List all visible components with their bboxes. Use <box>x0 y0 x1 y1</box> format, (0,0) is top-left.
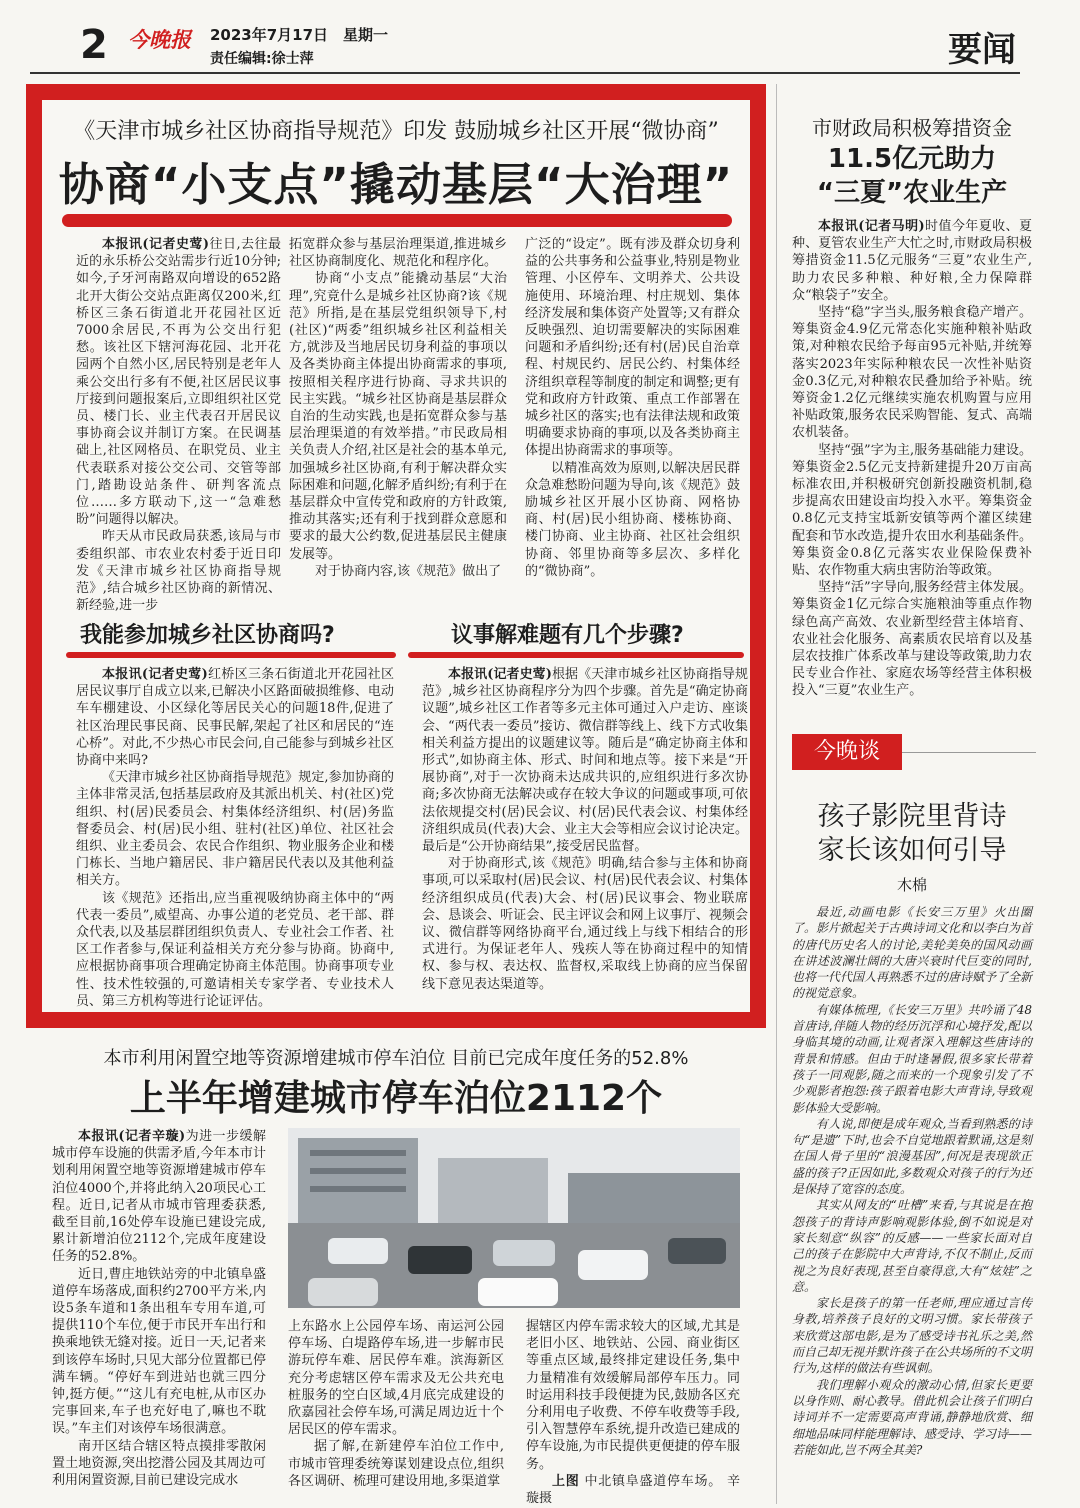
paragraph: 以精准高效为原则,以解决居民群众急难愁盼问题为导向,该《规范》鼓励城乡社区开展小区协商、网格协商、村(居)民小组协商、楼栋协商、楼门协商、业主协商、社区社会组织协商、邻里协商等多层次、多样化的“微协商”。 <box>525 460 740 579</box>
paragraph: 上东路水上公园停车场、南运河公园停车场、白堤路停车场,进一步解市民游玩停车难、居民停车难。滨海新区充分考虑辖区停车需求及无公共充电桩服务的空白区域,4月底完成建设的欣嘉园社会停车场,可满足周边近十个居民区的停车需求。 <box>288 1319 504 1438</box>
paragraph: 根据《天津市城乡社区协商指导规范》,城乡社区协商程序分为四个步骤。首先是“确定协商议题”,城乡社区工作者等多元主体可通过入户走访、座谈会、“两代表一委员”接访、微信群等线上、线下方式收集相关利益方提出的议题建议等。随后是“确定协商主体和形式”,如协商主体、形式、时间和地点等。接下来是“开展协商”,对于一次协商未达成共识的,应组织进行多次协商;多次协商无法解决或存在较大争议的问题或事项,可依法依规提交村(居)民会议、村(居)民代表会议、村集体经济组织成员(代表)大会、业主大会等相应会议讨论决定。最后是“公开协商结果”,接受居民监督。 <box>422 667 748 855</box>
side-title-line: “三夏”农业生产 <box>816 178 1008 208</box>
opinion-title-line: 家长该如何引导 <box>817 835 1007 866</box>
paragraph: 时值今年夏收、夏种、夏管农业生产大忙之时,市财政局积极筹措资金11.5亿元服务“三夏”农业生产,助力农民多种粮、种好粮,全力保障群众“粮袋子”安全。 <box>792 219 1032 303</box>
byline: 本报讯(记者史莺) <box>102 667 208 682</box>
paragraph: 坚持“强”字为主,服务基础能力建设。筹集资金2.5亿元支持新建提升20万亩高标准农田,并积极研究创新投融资机制,稳步提高农田建设亩均投入水平。筹集资金0.8亿元支持宝坻新安镇等两个灌区续建配套和节水改造,提升农田水利基础条件。筹集资金0.8亿元落实农业保险保费补贴、农作物重大病虫害防治等政策。 <box>792 442 1032 579</box>
article-column-1 <box>76 236 281 614</box>
paragraph: 我们理解小观众的激动心情,但家长更要以身作则、耐心教导。借此机会让孩子们明白诗词并不一定需要高声背诵,静静地欣赏、细细地品味同样能理解诗、感受诗、学习诗——若能如此,岂不两全其美? <box>792 1377 1033 1457</box>
header-divider <box>30 72 1020 74</box>
parking-lot-photo <box>288 1128 740 1308</box>
photo-caption <box>526 1473 740 1507</box>
newspaper-logo <box>128 26 194 52</box>
side-title-line: 11.5亿元助力 <box>827 144 997 174</box>
parking-title: 上半年增建城市停车泊位2112个 <box>129 1078 663 1119</box>
paragraph: 往日,去往最近的永乐桥公交站需步行近10分钟;如今,子牙河南路双向增设的652路北开大街公交站点距离仅200米,红桥区三条石街道北开花园社区近7000余居民,不再为公交出行犯愁。该社区下辖河海花园、北开花园两个自然小区,居民特别是老年人乘公交出行多有不便,社区居民议事厅接到问题报案后,立即组织社区党员、楼门长、业主代表召开居民议事协商会议并制订方案。在民调基础上,社区网格员、在职党员、业主代表联系对接公交公司、交管等部门,踏勘设站条件、研判客流点位……多方联动下,这一“急难愁盼”问题得以解决。 <box>76 237 281 528</box>
opinion-title-line: 孩子影院里背诗 <box>817 801 1007 832</box>
byline: 本报讯(记者史莺) <box>102 237 210 252</box>
paragraph: 据了解,在新建停车泊位工作中,市城市管理委统筹谋划建设点位,组织各区调研、梳理可建设用地,多渠道掌 <box>288 1439 504 1489</box>
subheading-participation: 我能参加城乡社区协商吗? <box>80 623 335 648</box>
paragraph: 拓宽群众参与基层治理渠道,推进城乡社区协商制度化、规范化和程序化。 <box>289 237 507 270</box>
side-article-body <box>792 218 1032 700</box>
byline: 本报讯(记者史莺) <box>448 667 552 682</box>
paragraph: 广泛的“设定”。既有涉及群众切身利益的公共事务和公益事业,特别是物业管理、小区停车、文明养犬、公共设施使用、环境治理、村庄规划、集体经济发展和集体资产处置等;又有群众反映强烈、迫切需要解决的实际困难问题和矛盾纠纷;还有村(居)民自治章程、村规民约、居民公约、村集体经济组织章程等制度的制定和调整;更有党和政府方针政策、重点工作部署在城乡社区的落实;也有法律法规和政策明确要求协商的事项,以及各类协商主体提出协商需求的事项等。 <box>525 237 740 459</box>
paragraph: 为进一步缓解城市停车设施的供需矛盾,今年本市计划利用闲置空地等资源增建城市停车泊位4000个,并将此纳入20项民心工程。近日,记者从市城市管理委获悉,截至目前,16处停车设施已建设完成,累计新增泊位2112个,完成年度建设任务的52.8%。 <box>52 1129 266 1265</box>
paragraph: 昨天从市民政局获悉,该局与市委组织部、市农业农村委于近日印发《天津市城乡社区协商指导规范》,结合城乡社区协商的新情况、新经验,进一步 <box>76 529 281 614</box>
opinion-title <box>792 800 1032 868</box>
opinion-author: 木棉 <box>896 876 927 894</box>
article-title: 协商“小支点”撬动基层“大治理” <box>58 158 734 211</box>
parking-kicker: 本市利用闲置空地等资源增建城市停车泊位 目前已完成年度任务的52.8% <box>103 1048 689 1069</box>
paragraph: 最近,动画电影《长安三万里》火出圈了。影片掀起关于古典诗词文化和以李白为首的唐代历史名人的讨论,美轮美奂的国风动画在讲述波澜壮阔的大唐兴衰时代巨变的同时,也将一代代国人再熟悉不过的唐诗赋予了全新的视觉意象。 <box>792 905 1033 1001</box>
paragraph: 坚持“稳”字当头,服务粮食稳产增产。筹集资金4.9亿元常态化实施种粮补贴政策,对种粮农民给予每亩95元补贴,并统筹落实2023年实际种粮农民一次性补贴资金0.3亿元,对种粮农民叠加给予补贴。统筹资金1.2亿元继续实施农机购置与应用补贴政策,服务农民采购智能、复式、高端农机装备。 <box>792 305 1032 441</box>
paragraph: 有人说,即便是成年观众,当看到熟悉的诗句“是遗”下时,也会不自觉地跟着默诵,这是刻在国人骨子里的“浪漫基因”,何况是表现欲正盛的孩子?正因如此,多数观众对孩子的行为还是保持了宽容的态度。 <box>792 1116 1032 1197</box>
subheading-underline <box>66 652 396 658</box>
paragraph: 红桥区三条石街道北开花园社区居民议事厅自成立以来,已解决小区路面破损维修、电动车车棚建设、小区绿化等居民关心的问题18件,促进了社区治理民事民商、民事民解,架起了社区和居民的“连心桥”。对此,不少热心市民会问,自己能参与到城乡社区协商中来吗? <box>76 667 394 769</box>
byline: 本报讯(记者马明) <box>818 219 925 234</box>
caption-text: 中北镇阜盛道停车场。 <box>584 1473 723 1489</box>
paragraph: 近日,曹庄地铁站旁的中北镇阜盛道停车场落成,面积约2700平方米,内设5条车道和1条出租车专用车道,可提供110个车位,便于市民开车出行和换乘地铁无缝对接。近日一天,记者来到该停车场时,只见大部分位置都已停满车辆。“停好车到进站也就三四分钟,挺方便。”“这儿有充电桩,从市区办完事回来,车子也充好电了,嘛也不耽误。”车主们对该停车场很满意。 <box>52 1266 266 1437</box>
page-header <box>0 0 1080 80</box>
paragraph: 该《规范》还指出,应当重视吸纳协商主体中的“两代表一委员”,威望高、办事公道的老党员、老干部、群众代表,以及基层群团组织负责人、专业社会工作者、社区工作者参与,保证利益相关方充分参与协商。协商中,应根据协商事项合理确定协商主体范围。协商事项专业性、技术性较强的,可邀请相关专家学者、专业技术人员、第三方机构等进行论证评估。 <box>76 890 394 1009</box>
paragraph: 坚持“活”字导向,服务经营主体发展。筹集资金1亿元综合实施粮油等重点作物绿色高产高效、农业新型经营主体培育、农业社会化服务、高素质农民培育以及基层农技推广体系改革与建设等政策,助力农民专业合作社、家庭农场等经营主体积极投入“三夏”农业生产。 <box>792 580 1032 699</box>
main-article <box>26 84 766 1028</box>
paragraph: 其实从网友的“吐槽”来看,与其说是在抱怨孩子的背诗声影响观影体验,倒不如说是对家长刻意“纵容”的反感——一些家长面对自己的孩子在影院中大声背诗,不仅不制止,反而视之为良好表现,甚至自豪得意,大有“炫娃”之意。 <box>792 1198 1032 1294</box>
issue-date: 2023年7月17日 星期一 <box>210 26 389 44</box>
caption-label: 上图 <box>552 1473 580 1489</box>
page-number: 2 <box>80 22 108 68</box>
side-article-kicker: 市财政局积极筹措资金 <box>812 116 1012 140</box>
tag-rule <box>902 752 1036 753</box>
byline: 本报讯(记者辛璇) <box>78 1129 186 1144</box>
subheading-underline <box>408 652 744 658</box>
sub-article-1 <box>76 666 394 1009</box>
parking-column-1 <box>52 1128 266 1498</box>
paragraph: 南开区结合辖区特点摸排零散闲置土地资源,突出挖潜公园及其周边可利用闲置资源,目前已建设完成水 <box>52 1438 266 1489</box>
article-kicker: 《天津市城乡社区协商指导规范》印发 鼓励城乡社区开展“微协商” <box>73 119 719 144</box>
logo-text: 今晚报 <box>128 27 191 52</box>
photo-credit: 辛璇摄 <box>526 1473 740 1507</box>
sub-article-2 <box>422 666 748 1006</box>
paragraph: 握辖区内停车需求较大的区域,尤其是老旧小区、地铁站、公园、商业街区等重点区域,最终排定建设任务,集中力量精准有效缓解局部停车压力。同时运用科技手段便捷为民,鼓励各区充分利用电子收费、不停车收费等手段,引入智慧停车系统,提升改造已建成的停车设施,为市民提供更便捷的停车服务。 <box>526 1319 740 1472</box>
paragraph: 协商“小支点”能撬动基层“大治理”,究竟什么是城乡社区协商?该《规范》所指,是在基层党组织领导下,村(社区)“两委”组织城乡社区利益相关方,就涉及当地居民切身利益的事项以及各类协商主体提出协商需求的事项,按照相关程序进行协商、寻求共识的民主实践。“城乡社区协商是基层群众自治的生动实践,也是拓宽群众参与基层治理渠道的有效举措。”市民政局相关负责人介绍,社区是社会的基本单元,加强城乡社区协商,有利于解决群众实际困难和问题,化解矛盾纠纷;有利于在基层群众中宣传党和政府的方针政策,推动其落实;还有利于找到群众意愿和要求的最大公约数,促进基层民主健康发展等。 <box>289 271 507 562</box>
column-divider <box>776 84 777 1504</box>
subheading-steps: 议事解难题有几个步骤? <box>451 623 684 648</box>
editor-credit: 责任编辑:徐士萍 <box>210 51 314 67</box>
side-article-title <box>792 142 1032 210</box>
paragraph: 对于协商形式,该《规范》明确,结合参与主体和协商事项,可以采取村(居)民会议、村(居)民代表会议、村集体经济组织成员(代表)大会、村(居)民议事会、物业联席会、恳谈会、听证会、民主评议会和网上议事厅、视频会议、微信群等网络协商平台,通过线上与线下相结合的形式进行。为保证老年人、残疾人等在协商过程中的知情权、参与权、表达权、监督权,采取线上协商的应当保留线下意见表达渠道等。 <box>422 856 748 992</box>
parking-column-3 <box>526 1318 740 1507</box>
section-title: 要闻 <box>948 30 1016 70</box>
paragraph: 对于协商内容,该《规范》做出了 <box>315 563 502 579</box>
paragraph: 有媒体梳理,《长安三万里》共吟诵了48首唐诗,伴随人物的经历沉浮和心境抒发,配以身临其境的动画,让观者深入理解这些唐诗的背景和情感。但由于时逢暑假,很多家长带着孩子一同观影,随之而来的一个现象引发了不少观影者抱怨:孩子跟着电影大声背诗,导致观影体验大受影响。 <box>792 1002 1032 1115</box>
column-tag: 今晚谈 <box>792 734 902 770</box>
paragraph: 家长是孩子的第一任老师,理应通过言传身教,培养孩子良好的文明习惯。家长带孩子来欣赏这部电影,是为了感受诗书礼乐之美,然而自己却无视并默许孩子在公共场所的不文明行为,这样的做法有些讽刺。 <box>792 1296 1033 1376</box>
parking-column-2 <box>288 1318 504 1500</box>
paragraph: 《天津市城乡社区协商指导规范》规定,参加协商的主体非常灵活,包括基层政府及其派出机关、村(社区)党组织、村(居)民委员会、村集体经济组织、村(居)务监督委员会、村(居)民小组、驻村(社区)单位、社区社会组织、业主委员会、农民合作组织、物业服务企业和楼门栋长、当地户籍居民、非户籍居民代表以及其他利益相关方。 <box>76 770 394 889</box>
title-underline <box>62 214 732 227</box>
article-column-3 <box>525 236 740 586</box>
article-column-2 <box>289 236 507 586</box>
opinion-body <box>792 904 1032 1498</box>
